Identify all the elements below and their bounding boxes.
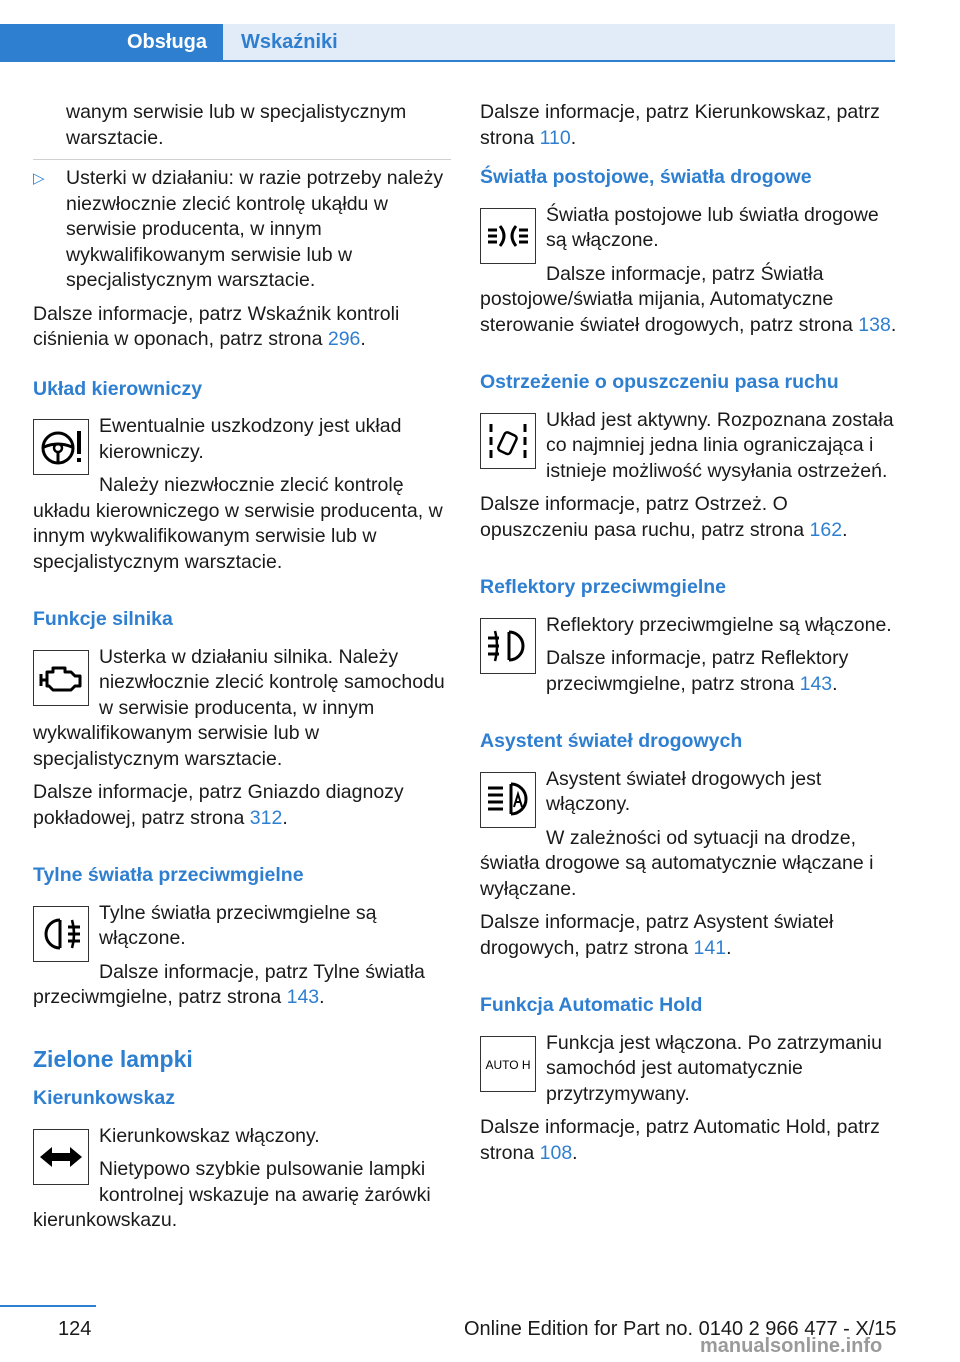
section-heading-engine: Funkcje silnika — [33, 608, 173, 630]
reference-text: Dalsze informacje, patrz Automatic Hold, patrz strona 108. — [480, 1116, 880, 1164]
header-divider — [0, 60, 895, 62]
front-fog-light-icon — [480, 618, 536, 674]
reference-text: Dalsze informacje, patrz Gniazdo diagnozy pokładowej, patrz strona 312. — [33, 781, 404, 829]
turn-signal-entry — [33, 1124, 451, 1242]
page-link[interactable]: 312 — [249, 806, 283, 829]
entry-text: Układ jest aktywny. Rozpoznana została co najmniej jedna linia ograniczająca i istnieje możliwość wysyłania ostrzeżeń. — [546, 408, 894, 482]
section-heading-turn-signal: Kierunkowskaz — [33, 1087, 175, 1109]
auto-hold-icon-label: AUTO H — [485, 1057, 531, 1072]
page-header — [0, 0, 960, 62]
entry-text: Ewentualnie uszkodzony jest układ kierowniczy. — [99, 415, 402, 463]
tab-wskazniki[interactable]: Wskaźniki — [223, 24, 895, 60]
divider — [33, 159, 451, 160]
reference-label: Dalsze informacje, patrz Światła postojowe/światła mijania, Automatyczne sterowanie świateł drogowych, patrz strona — [480, 262, 859, 336]
page-link[interactable]: 296 — [327, 328, 361, 350]
section-heading-front-fog: Reflektory przeciwmgielne — [480, 576, 726, 598]
entry-text: Tylne światła przeciwmgielne są włączone. — [99, 901, 377, 949]
entry-text: Kierunkowskaz włączony. — [99, 1124, 320, 1147]
reference-text: Dalsze informacje, patrz Asystent świateł drogowych, patrz strona 141. — [480, 911, 834, 959]
reference-text: Dalsze informacje, patrz Ostrzeż. O opuszczeniu pasa ruchu, patrz strona 162. — [480, 493, 848, 541]
section-heading-high-beam-assistant: Asystent świateł drogowych — [480, 730, 743, 752]
entry-text: W zależności od sytuacji na drodze, światła drogowe są automatycznie włączane i wyłączane. — [480, 826, 874, 900]
reference-text: Dalsze informacje, patrz Wskaźnik kontroli ciśnienia w oponach, patrz strona 296. — [33, 302, 400, 350]
engine-entry — [33, 645, 451, 840]
bullet-item — [33, 166, 451, 294]
left-column — [33, 100, 451, 1242]
rear-fog-entry — [33, 901, 451, 1019]
reference-label: Dalsze informacje, patrz Ostrzeż. O opuszczeniu pasa ruchu, patrz strona — [480, 493, 810, 541]
reference-text: Dalsze informacje, patrz Tylne światła przeciwmgielne, patrz strona 143. — [33, 960, 425, 1008]
section-heading-steering: Układ kierowniczy — [33, 377, 203, 400]
entry-text: Światła postojowe lub światła drogowe są włączone. — [546, 203, 879, 251]
watermark: manualsonline.info — [700, 1335, 883, 1357]
entry-text: Funkcja jest włączona. Po zatrzymaniu samochód jest automatycznie przytrzymywany. — [546, 1031, 882, 1105]
page-link[interactable]: 143 — [286, 986, 320, 1008]
entry-text: Reflektory przeciwmgielne są włączone. — [546, 613, 892, 636]
right-column — [480, 100, 900, 1174]
reference-label: Dalsze informacje, patrz Wskaźnik kontroli ciśnienia w oponach, patrz strona — [33, 302, 400, 350]
rear-fog-light-icon — [33, 906, 89, 962]
steering-entry — [33, 414, 451, 583]
section-heading-rear-fog: Tylne światła przeciwmgielne — [33, 864, 304, 886]
reference-label: Dalsze informacje, patrz Kierunkowskaz, patrz strona — [480, 101, 880, 149]
parking-light-icon — [480, 208, 536, 264]
steering-warning-icon — [33, 419, 89, 475]
engine-check-icon — [33, 650, 89, 706]
reference-text: Dalsze informacje, patrz Reflektory przeciwmgielne, patrz strona 143. — [546, 647, 849, 695]
entry-text: Asystent świateł drogowych jest włączony. — [546, 767, 822, 815]
reference-label: Dalsze informacje, patrz Gniazdo diagnozy pokładowej, patrz strona — [33, 781, 404, 829]
high-beam-assistant-icon — [480, 772, 536, 828]
bullet-triangle-icon: ▷ — [33, 170, 45, 187]
continued-text: wanym serwisie lub w specjalistycznym warsztacie. — [66, 101, 407, 149]
entry-text: Należy niezwłocznie zlecić kontrolę układu kierowniczego w serwisie producenta, w innym wykwalifikowanym serwisie lub w specjalistycznym warsztacie. — [33, 474, 443, 573]
section-heading-parking-lights: Światła postojowe, światła drogowe — [480, 166, 812, 188]
page-link[interactable]: 143 — [799, 672, 833, 695]
edition-text: Online Edition for Part no. 0140 2 966 477 - X/15 — [464, 1318, 897, 1340]
front-fog-entry — [480, 613, 900, 706]
reference-text: Dalsze informacje, patrz Kierunkowskaz, patrz strona 110. — [480, 101, 880, 149]
auto-hold-entry — [480, 1031, 900, 1175]
section-heading-auto-hold: Funkcja Automatic Hold — [480, 994, 703, 1016]
high-beam-entry — [480, 767, 900, 970]
section-heading-green-lights: Zielone lampki — [33, 1045, 193, 1072]
page-link[interactable]: 162 — [809, 518, 843, 541]
turn-signal-icon — [33, 1129, 89, 1185]
reference-label: Dalsze informacje, patrz Tylne światła przeciwmgielne, patrz strona — [33, 960, 425, 1008]
reference-label: Dalsze informacje, patrz Reflektory przeciwmgielne, patrz strona — [546, 647, 849, 695]
page-link[interactable]: 110 — [539, 126, 571, 149]
reference-label: Dalsze informacje, patrz Asystent świateł drogowych, patrz strona — [480, 911, 834, 959]
parking-light-entry — [480, 203, 900, 347]
bullet-text: Usterki w działaniu: w razie potrzeby należy niezwłocznie zlecić kontrolę ukąłdu w serwisie producenta, w innym wykwalifikowanym serwisie lub w specjalistycznym warsztacie. — [66, 167, 444, 291]
reference-label: Dalsze informacje, patrz Automatic Hold, patrz strona — [480, 1116, 880, 1164]
entry-text: Nietypowo szybkie pulsowanie lampki kontrolnej wskazuje na awarię żarówki kierunkowskazu. — [33, 1158, 431, 1231]
page-link[interactable]: 138 — [858, 313, 891, 336]
auto-hold-icon — [480, 1036, 536, 1092]
section-heading-lane-departure: Ostrzeżenie o opuszczeniu pasa ruchu — [480, 371, 839, 393]
page-number: 124 — [58, 1318, 92, 1340]
page-link[interactable]: 141 — [693, 936, 727, 959]
page-link[interactable]: 108 — [539, 1141, 573, 1164]
reference-text: Dalsze informacje, patrz Światła postojowe/światła mijania, Automatyczne sterowanie świateł drogowych, patrz strona 138. — [480, 262, 897, 336]
entry-text: Usterka w działaniu silnika. Należy niezwłocznie zlecić kontrolę samochodu w serwisie producenta, w innym wykwalifikowanym serwisie lub w specjalistycznym warsztacie. — [33, 645, 445, 770]
footer-divider — [0, 1305, 96, 1307]
lane-departure-entry — [480, 408, 900, 552]
lane-departure-icon — [480, 413, 536, 469]
tab-obsluga[interactable]: Obsługa — [0, 24, 223, 60]
